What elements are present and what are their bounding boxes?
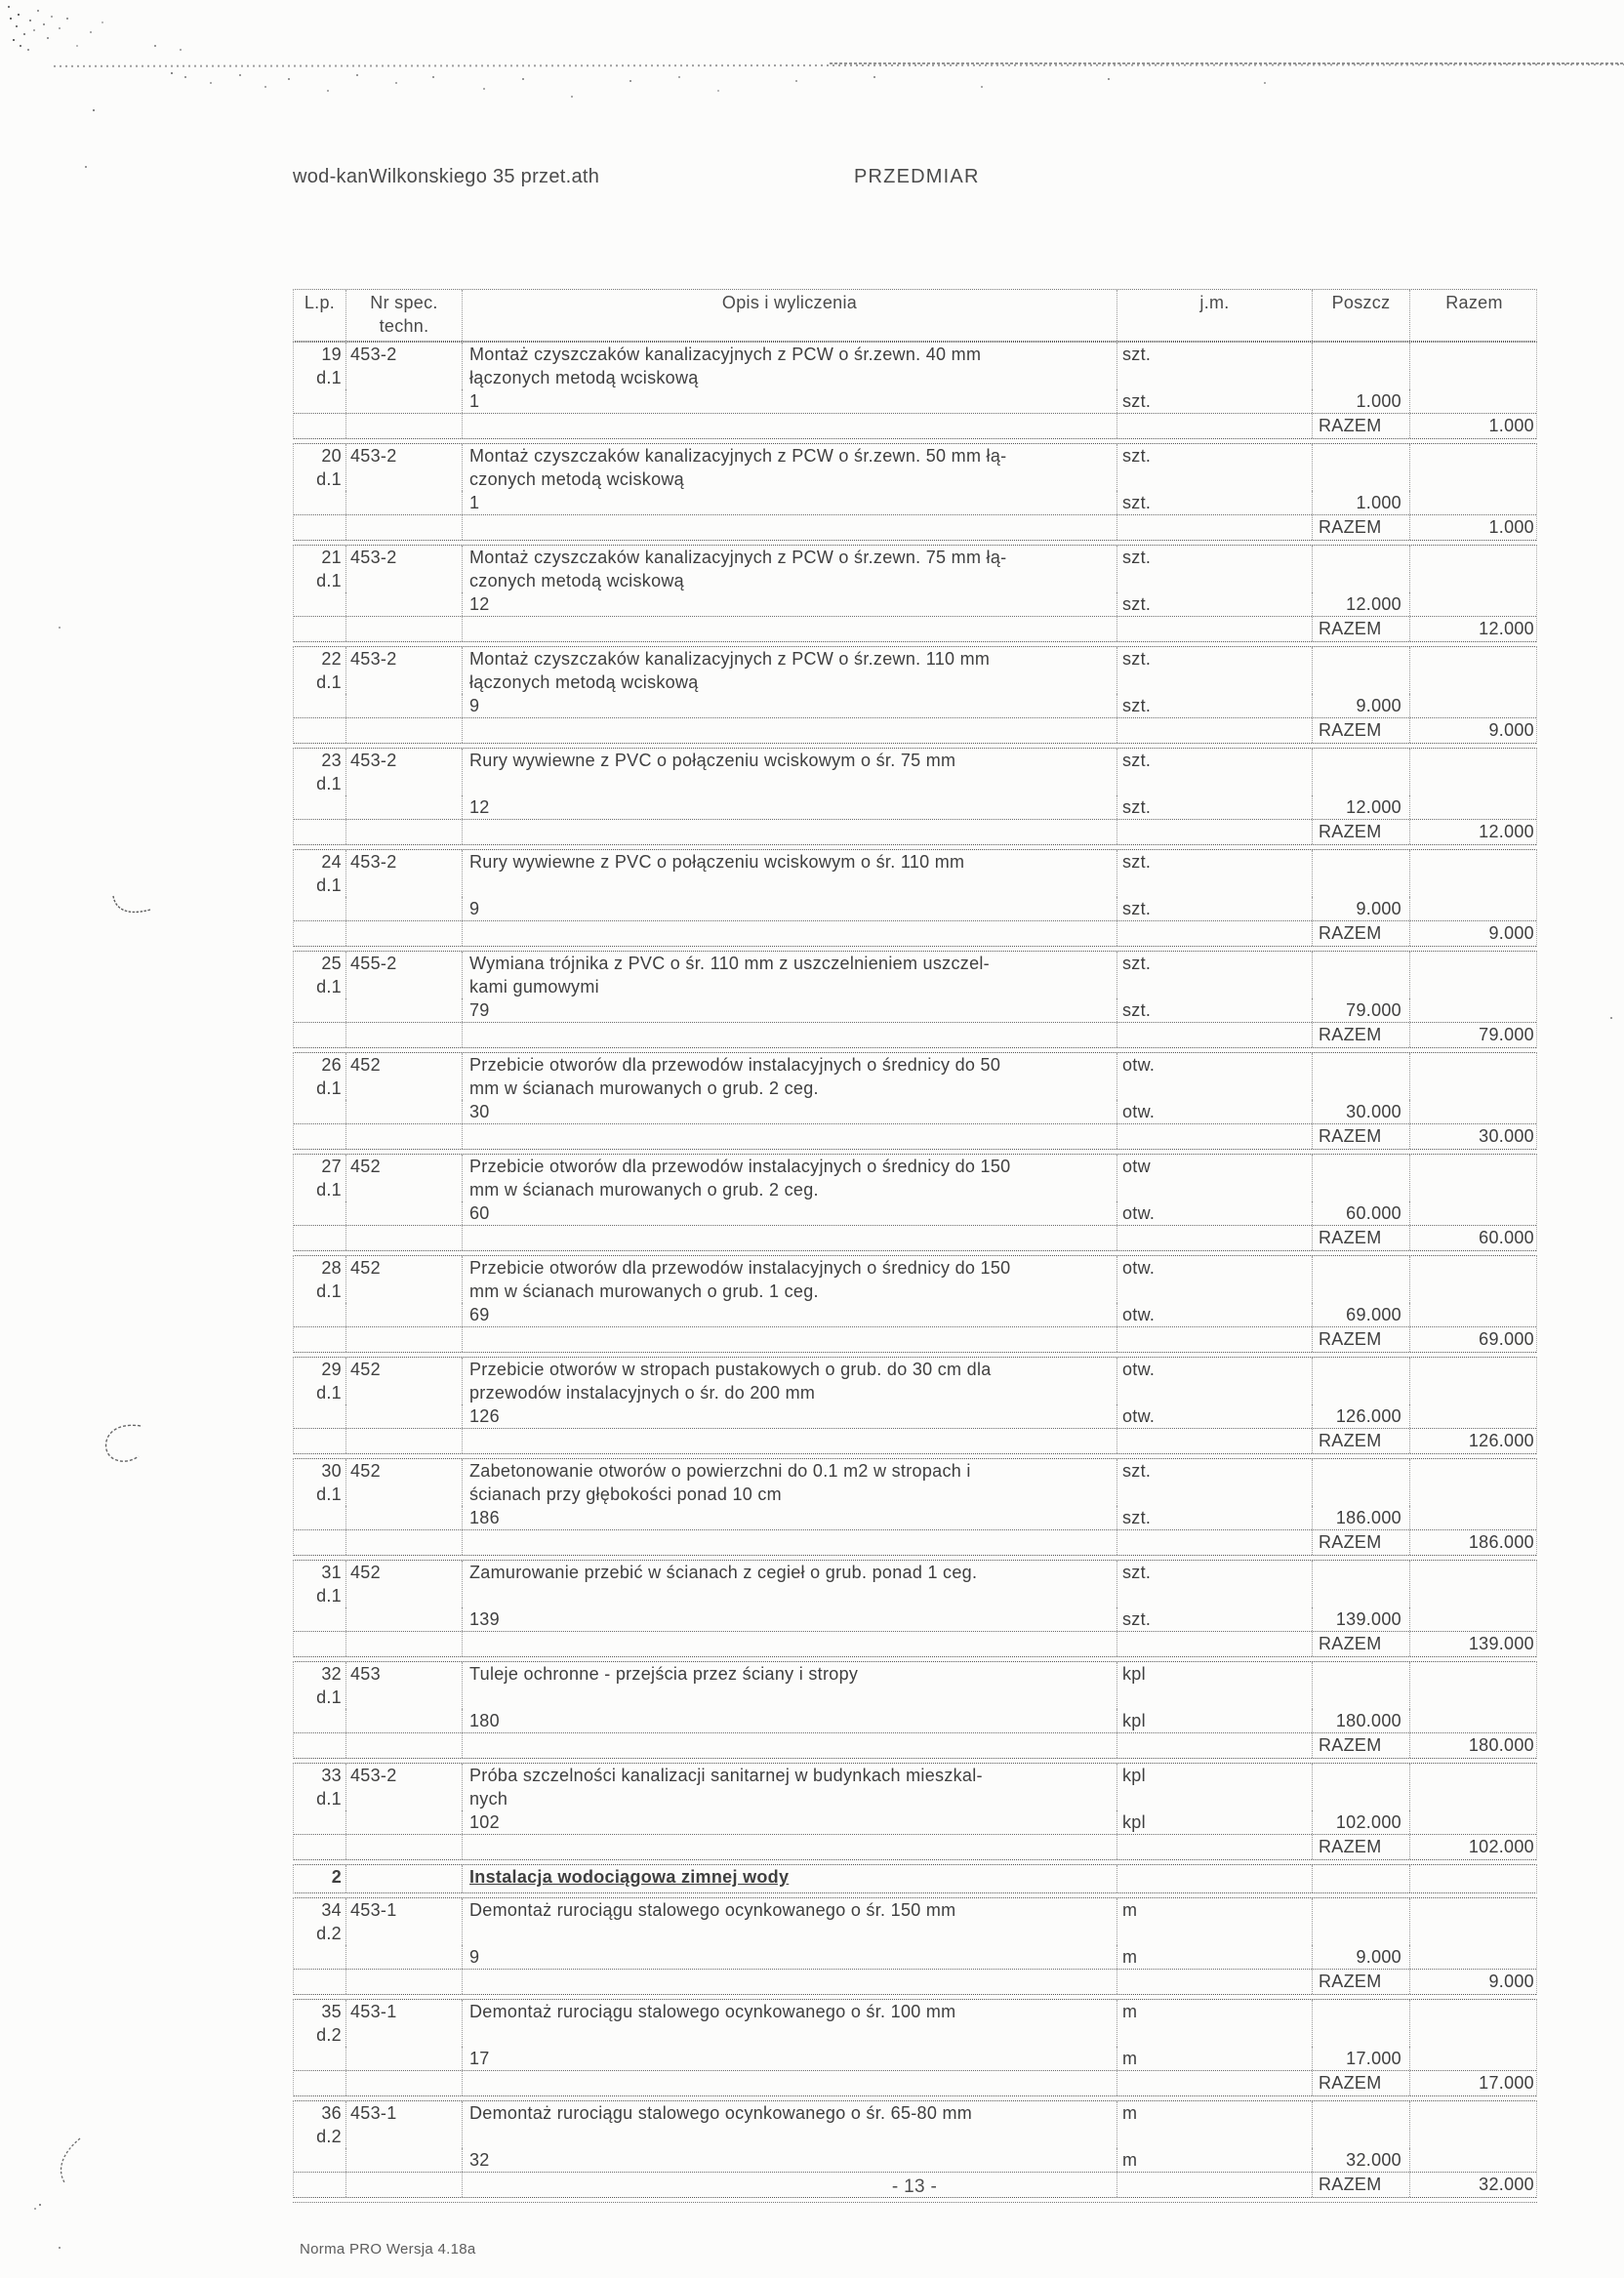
quantity-value: 12 <box>462 795 1116 819</box>
unit-label: otw. <box>1116 1404 1312 1428</box>
item-description <box>462 1662 1116 1709</box>
spec-number: 452 <box>345 1358 462 1404</box>
scan-squiggle <box>98 1420 152 1471</box>
razem-label: RAZEM <box>1312 1970 1409 1994</box>
quantity-value: 30 <box>462 1100 1116 1123</box>
unit-label: szt. <box>1116 343 1312 389</box>
table-row <box>293 1052 1537 1150</box>
unit-label: szt. <box>1116 795 1312 819</box>
description-line: Wymiana trójnika z PVC o śr. 110 mm z uszczelnieniem uszczel- <box>469 954 990 973</box>
item-description <box>462 952 1116 998</box>
column-header-razem: Razem <box>1409 290 1538 341</box>
table-row <box>293 1999 1537 2096</box>
unit-label: otw <box>1116 1155 1312 1201</box>
item-subsection: d.1 <box>316 368 342 387</box>
item-description <box>462 749 1116 795</box>
razem-label: RAZEM <box>1312 1733 1409 1758</box>
quantity-value: 79 <box>462 998 1116 1022</box>
item-subsection: d.1 <box>316 1485 342 1504</box>
item-number: 25 <box>321 954 342 973</box>
table-row <box>293 1763 1537 1860</box>
scan-line-artifact <box>830 62 1624 64</box>
document-type-title: PRZEDMIAR <box>854 166 980 187</box>
quantity-value: 9 <box>462 1945 1116 1969</box>
razem-label: RAZEM <box>1312 1530 1409 1555</box>
unit-label: szt. <box>1116 546 1312 592</box>
item-subsection: d.1 <box>316 1180 342 1200</box>
item-number: 22 <box>321 649 342 669</box>
table-row <box>293 951 1537 1048</box>
unit-label: otw. <box>1116 1303 1312 1326</box>
spec-number: 452 <box>345 1561 462 1607</box>
table-row <box>293 1661 1537 1759</box>
item-number: 26 <box>321 1055 342 1075</box>
description-line: przewodów instalacyjnych o śr. do 200 mm <box>469 1383 816 1403</box>
item-total-value: 1.000 <box>1409 414 1538 438</box>
description-line: Demontaż rurociągu stalowego ocynkowanego o śr. 150 mm <box>469 1900 956 1920</box>
partial-sum-value: 9.000 <box>1312 1945 1409 1969</box>
description-line: mm w ścianach murowanych o grub. 1 ceg. <box>469 1281 819 1301</box>
razem-label: RAZEM <box>1312 820 1409 844</box>
razem-label: RAZEM <box>1312 515 1409 540</box>
item-number: 23 <box>321 751 342 770</box>
item-total-value: 79.000 <box>1409 1023 1538 1047</box>
item-subsection: d.1 <box>316 1383 342 1403</box>
partial-sum-value: 12.000 <box>1312 592 1409 616</box>
table-row <box>293 1560 1537 1657</box>
item-total-value: 9.000 <box>1409 921 1538 946</box>
item-description <box>462 1053 1116 1100</box>
partial-sum-value: 30.000 <box>1312 1100 1409 1123</box>
scan-speckle-band <box>171 72 173 74</box>
item-total-value: 186.000 <box>1409 1530 1538 1555</box>
spec-number: 453-2 <box>345 444 462 491</box>
unit-label: szt. <box>1116 749 1312 795</box>
partial-sum-value: 102.000 <box>1312 1810 1409 1834</box>
razem-label: RAZEM <box>1312 1632 1409 1656</box>
partial-sum-value: 12.000 <box>1312 795 1409 819</box>
item-number: 30 <box>321 1461 342 1481</box>
column-header-spec: Nr spec. techn. <box>345 290 462 341</box>
unit-label: szt. <box>1116 444 1312 491</box>
unit-label: kpl <box>1116 1764 1312 1810</box>
spec-number: 452 <box>345 1256 462 1303</box>
scan-squiggle <box>49 2136 86 2186</box>
unit-label: m <box>1116 2000 1312 2047</box>
item-number: 21 <box>321 548 342 567</box>
razem-label: RAZEM <box>1312 1429 1409 1453</box>
razem-label: RAZEM <box>1312 1023 1409 1047</box>
quantity-value: 60 <box>462 1201 1116 1225</box>
section-number: 2 <box>331 1867 342 1887</box>
unit-label: szt. <box>1116 647 1312 694</box>
spec-number: 453-2 <box>345 647 462 694</box>
item-subsection: d.1 <box>316 875 342 895</box>
item-total-value: 9.000 <box>1409 1970 1538 1994</box>
razem-label: RAZEM <box>1312 921 1409 946</box>
razem-label: RAZEM <box>1312 1226 1409 1250</box>
description-line: nych <box>469 1789 508 1809</box>
item-subsection: d.2 <box>316 2025 342 2045</box>
item-description <box>462 1561 1116 1607</box>
item-total-value: 102.000 <box>1409 1835 1538 1859</box>
section-title: Instalacja wodociągowa zimnej wody <box>469 1867 790 1887</box>
bill-of-quantities-table <box>293 289 1537 2203</box>
item-total-value: 9.000 <box>1409 718 1538 743</box>
description-line: Demontaż rurociągu stalowego ocynkowanego o śr. 65-80 mm <box>469 2103 973 2123</box>
item-subsection: d.1 <box>316 672 342 692</box>
item-subsection: d.1 <box>316 1078 342 1098</box>
unit-label: szt. <box>1116 1561 1312 1607</box>
quantity-value: 1 <box>462 389 1116 413</box>
razem-label: RAZEM <box>1312 617 1409 641</box>
column-header-poszcz: Poszcz <box>1312 290 1409 341</box>
item-description <box>462 647 1116 694</box>
item-total-value: 30.000 <box>1409 1124 1538 1149</box>
item-number: 36 <box>321 2103 342 2123</box>
description-line: Rury wywiewne z PVC o połączeniu wciskowym o śr. 75 mm <box>469 751 956 770</box>
unit-label: m <box>1116 2047 1312 2070</box>
partial-sum-value: 60.000 <box>1312 1201 1409 1225</box>
description-line: czonych metodą wciskową <box>469 571 684 590</box>
description-line: czonych metodą wciskową <box>469 469 684 489</box>
item-total-value: 12.000 <box>1409 820 1538 844</box>
item-number: 19 <box>321 345 342 364</box>
item-subsection: d.1 <box>316 469 342 489</box>
column-header-opis: Opis i wyliczenia <box>462 290 1116 341</box>
razem-label: RAZEM <box>1312 2071 1409 2095</box>
quantity-value: 180 <box>462 1709 1116 1732</box>
description-line: Montaż czyszczaków kanalizacyjnych z PCW o śr.zewn. 50 mm łą- <box>469 446 1007 466</box>
partial-sum-value: 126.000 <box>1312 1404 1409 1428</box>
item-subsection: d.2 <box>316 1924 342 1943</box>
item-description <box>462 1155 1116 1201</box>
spec-number: 455-2 <box>345 952 462 998</box>
quantity-value: 9 <box>462 897 1116 920</box>
item-total-value: 180.000 <box>1409 1733 1538 1758</box>
item-subsection: d.1 <box>316 1586 342 1606</box>
document-header <box>293 166 1536 188</box>
description-line: mm w ścianach murowanych o grub. 2 ceg. <box>469 1180 819 1200</box>
quantity-value: 12 <box>462 592 1116 616</box>
table-row <box>293 1897 1537 1995</box>
table-bottom-line <box>293 2202 1537 2203</box>
quantity-value: 126 <box>462 1404 1116 1428</box>
partial-sum-value: 1.000 <box>1312 389 1409 413</box>
description-line: Rury wywiewne z PVC o połączeniu wciskowym o śr. 110 mm <box>469 852 965 872</box>
spec-number: 453-2 <box>345 343 462 389</box>
item-description <box>462 1764 1116 1810</box>
item-total-value: 60.000 <box>1409 1226 1538 1250</box>
quantity-value: 69 <box>462 1303 1116 1326</box>
partial-sum-value: 139.000 <box>1312 1607 1409 1631</box>
item-subsection: d.2 <box>316 2127 342 2146</box>
spec-number: 453-1 <box>345 1898 462 1945</box>
unit-label: szt. <box>1116 491 1312 514</box>
partial-sum-value: 1.000 <box>1312 491 1409 514</box>
description-line: Próba szczelności kanalizacji sanitarnej w budynkach mieszkal- <box>469 1766 983 1785</box>
table-row <box>293 443 1537 541</box>
description-line: Demontaż rurociągu stalowego ocynkowanego o śr. 100 mm <box>469 2002 956 2021</box>
item-description <box>462 850 1116 897</box>
item-total-value: 17.000 <box>1409 2071 1538 2095</box>
table-header-row <box>293 289 1537 342</box>
razem-label: RAZEM <box>1312 1835 1409 1859</box>
item-subsection: d.1 <box>316 1688 342 1707</box>
unit-label: otw. <box>1116 1053 1312 1100</box>
razem-label: RAZEM <box>1312 414 1409 438</box>
item-number: 31 <box>321 1563 342 1582</box>
unit-label: otw. <box>1116 1100 1312 1123</box>
item-number: 28 <box>321 1258 342 1278</box>
item-total-value: 32.000 <box>1409 2173 1538 2197</box>
table-body <box>293 342 1537 2198</box>
item-subsection: d.1 <box>316 571 342 590</box>
table-row <box>293 1357 1537 1454</box>
item-number: 24 <box>321 852 342 872</box>
unit-label: szt. <box>1116 1506 1312 1529</box>
item-total-value: 139.000 <box>1409 1632 1538 1656</box>
quantity-value: 17 <box>462 2047 1116 2070</box>
description-line: Przebicie otworów w stropach pustakowych o grub. do 30 cm dla <box>469 1360 992 1379</box>
spec-number: 452 <box>345 1459 462 1506</box>
spec-number: 452 <box>345 1155 462 1201</box>
item-total-value: 12.000 <box>1409 617 1538 641</box>
quantity-value: 1 <box>462 491 1116 514</box>
item-subsection: d.1 <box>316 1789 342 1809</box>
table-row <box>293 646 1537 744</box>
unit-label: szt. <box>1116 897 1312 920</box>
description-line: Przebicie otworów dla przewodów instalacyjnych o średnicy do 150 <box>469 1157 1011 1176</box>
description-line: Przebicie otworów dla przewodów instalacyjnych o średnicy do 150 <box>469 1258 1011 1278</box>
unit-label: kpl <box>1116 1662 1312 1709</box>
razem-label: RAZEM <box>1312 1327 1409 1352</box>
description-line: Montaż czyszczaków kanalizacyjnych z PCW o śr.zewn. 75 mm łą- <box>469 548 1007 567</box>
razem-label: RAZEM <box>1312 1124 1409 1149</box>
scan-speckle-topleft <box>8 6 10 8</box>
unit-label: szt. <box>1116 592 1312 616</box>
unit-label: szt. <box>1116 694 1312 717</box>
spec-number: 453-2 <box>345 546 462 592</box>
column-header-lp: L.p. <box>304 293 336 312</box>
unit-label: otw. <box>1116 1201 1312 1225</box>
table-row <box>293 1255 1537 1353</box>
spec-number: 453 <box>345 1662 462 1709</box>
partial-sum-value: 180.000 <box>1312 1709 1409 1732</box>
item-total-value: 1.000 <box>1409 515 1538 540</box>
spec-number: 453-1 <box>345 2101 462 2148</box>
item-number: 35 <box>321 2002 342 2021</box>
scan-squiggle <box>109 893 154 922</box>
unit-label: otw. <box>1116 1256 1312 1303</box>
item-total-value: 126.000 <box>1409 1429 1538 1453</box>
item-number: 33 <box>321 1766 342 1785</box>
item-description <box>462 1898 1116 1945</box>
partial-sum-value: 79.000 <box>1312 998 1409 1022</box>
table-row <box>293 849 1537 947</box>
quantity-value: 186 <box>462 1506 1116 1529</box>
item-subsection: d.1 <box>316 1281 342 1301</box>
razem-label: RAZEM <box>1312 2173 1409 2197</box>
description-line: Przebicie otworów dla przewodów instalacyjnych o średnicy do 50 <box>469 1055 1001 1075</box>
unit-label: otw. <box>1116 1358 1312 1404</box>
description-line: Zabetonowanie otworów o powierzchni do 0.1 m2 w stropach i <box>469 1461 971 1481</box>
unit-label: kpl <box>1116 1810 1312 1834</box>
item-number: 32 <box>321 1664 342 1684</box>
spec-number: 453-2 <box>345 850 462 897</box>
unit-label: kpl <box>1116 1709 1312 1732</box>
item-description <box>462 546 1116 592</box>
item-number: 27 <box>321 1157 342 1176</box>
partial-sum-value: 17.000 <box>1312 2047 1409 2070</box>
item-total-value: 69.000 <box>1409 1327 1538 1352</box>
description-line: kami gumowymi <box>469 977 599 997</box>
description-line: ścianach przy głębokości ponad 10 cm <box>469 1485 782 1504</box>
item-description <box>462 1358 1116 1404</box>
item-description <box>462 2101 1116 2148</box>
unit-label: m <box>1116 1945 1312 1969</box>
unit-label: szt. <box>1116 850 1312 897</box>
item-subsection: d.1 <box>316 977 342 997</box>
table-row <box>293 1154 1537 1251</box>
item-number: 20 <box>321 446 342 466</box>
unit-label: szt. <box>1116 952 1312 998</box>
quantity-value: 9 <box>462 694 1116 717</box>
unit-label: szt. <box>1116 1607 1312 1631</box>
partial-sum-value: 186.000 <box>1312 1506 1409 1529</box>
description-line: Montaż czyszczaków kanalizacyjnych z PCW o śr.zewn. 110 mm <box>469 649 991 669</box>
software-version-label: Norma PRO Wersja 4.18a <box>300 2241 476 2258</box>
partial-sum-value: 69.000 <box>1312 1303 1409 1326</box>
quantity-value: 139 <box>462 1607 1116 1631</box>
partial-sum-value: 32.000 <box>1312 2148 1409 2172</box>
table-row <box>293 545 1537 642</box>
spec-number: 452 <box>345 1053 462 1100</box>
description-line: mm w ścianach murowanych o grub. 2 ceg. <box>469 1078 819 1098</box>
page-number: - 13 - <box>891 2176 938 2197</box>
spec-number: 453-2 <box>345 1764 462 1810</box>
razem-label: RAZEM <box>1312 718 1409 743</box>
unit-label: szt. <box>1116 998 1312 1022</box>
item-subsection: d.1 <box>316 774 342 793</box>
item-number: 29 <box>321 1360 342 1379</box>
quantity-value: 32 <box>462 2148 1116 2172</box>
item-description <box>462 2000 1116 2047</box>
unit-label: szt. <box>1116 1459 1312 1506</box>
item-number: 34 <box>321 1900 342 1920</box>
description-line: łączonych metodą wciskową <box>469 672 699 692</box>
spec-number: 453-1 <box>345 2000 462 2047</box>
spec-number: 453-2 <box>345 749 462 795</box>
unit-label: m <box>1116 2101 1312 2148</box>
item-description <box>462 1459 1116 1506</box>
description-line: Zamurowanie przebić w ścianach z cegieł o grub. ponad 1 ceg. <box>469 1563 978 1582</box>
scan-speckle-stray <box>93 109 95 111</box>
item-description <box>462 444 1116 491</box>
file-label: wod-kanWilkonskiego 35 przet.ath <box>293 166 600 187</box>
partial-sum-value: 9.000 <box>1312 694 1409 717</box>
description-line: Montaż czyszczaków kanalizacyjnych z PCW o śr.zewn. 40 mm <box>469 345 982 364</box>
unit-label: m <box>1116 1898 1312 1945</box>
partial-sum-value: 9.000 <box>1312 897 1409 920</box>
description-line: łączonych metodą wciskową <box>469 368 699 387</box>
section-row <box>293 1864 1537 1893</box>
unit-label: szt. <box>1116 389 1312 413</box>
item-description <box>462 1256 1116 1303</box>
item-description <box>462 343 1116 389</box>
unit-label: m <box>1116 2148 1312 2172</box>
column-header-jm: j.m. <box>1116 290 1312 341</box>
quantity-value: 102 <box>462 1810 1116 1834</box>
table-row <box>293 1458 1537 1556</box>
table-row <box>293 748 1537 845</box>
description-line: Tuleje ochronne - przejścia przez ściany i stropy <box>469 1664 859 1684</box>
table-row <box>293 342 1537 439</box>
